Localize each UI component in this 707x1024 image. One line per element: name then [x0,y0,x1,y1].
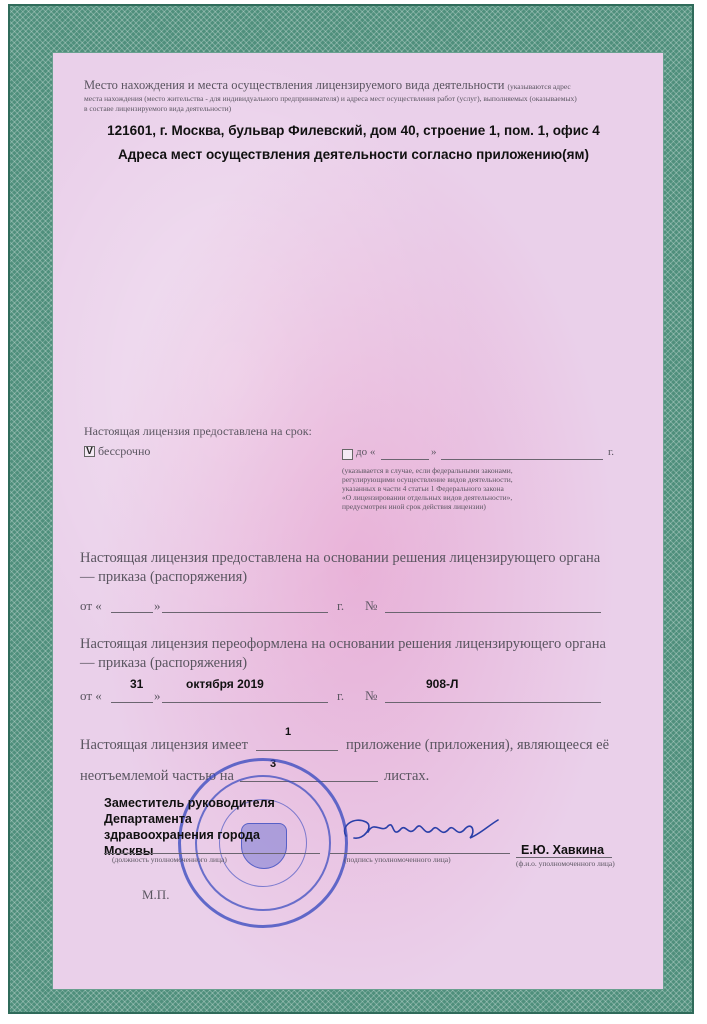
handwritten-signature [338,808,508,852]
appendix-line-2-a: неотъемлемой частью на [80,768,234,784]
until-mid: » [431,446,437,458]
position-caption: (должность уполномоченного лица) [112,855,227,864]
reissue-month-year: октября 2019 [186,677,264,691]
reissue-from-mid: » [154,688,161,703]
term-heading: Настоящая лицензия предоставлена на срок: [84,424,312,438]
basis-day-line [111,612,153,613]
until-date-line [441,459,603,460]
until-checkbox [342,449,353,460]
location-heading-note: (указываются адрес [507,82,571,91]
signer-position-line: Заместитель руководителя [104,796,275,810]
signer-position [104,795,275,859]
appendix-count-line [256,750,338,751]
term-note-line: предусмотрен иной срок действия лицензии) [342,502,486,511]
location-heading-text: Место нахождения и места осуществления лицензируемого вида деятельности [84,78,505,92]
signer-position-line: здравоохранения города [104,828,260,842]
basis-g: г. [337,598,345,613]
basis-from-mid: » [154,598,161,613]
appendix-count: 1 [285,726,292,738]
reissue-number-line [385,702,601,703]
appendix-line-1-b: приложение (приложения), являющееся её [346,737,610,753]
signature-caption: (подпись уполномоченного лица) [344,855,451,864]
term-note-line: регулирующими осуществление видов деятельности, [342,475,513,484]
name-caption: (ф.и.о. уполномоченного лица) [516,859,615,868]
signer-position-line: Департамента [104,812,192,826]
reissue-g: г. [337,688,345,703]
reissue-from-prefix: от « [80,688,102,703]
reissue-num: № [365,688,378,703]
basis-date-line [162,612,328,613]
reissue-number: 908-Л [426,677,459,691]
unlimited-label: бессрочно [98,444,151,458]
address: 121601, г. Москва, бульвар Филевский, дом 40, строение 1, пом. 1, офис 4 [107,123,600,138]
signature-line [330,853,510,854]
term-note-line: «О лицензировании отдельных видов деятельности», [342,493,513,502]
addresses-note: Адреса мест осуществления деятельности согласно приложению(ям) [117,147,590,162]
term-note-line: (указывается в случае, если федеральными законами, [342,466,513,475]
until-day-line [381,459,429,460]
until-suffix: г. [608,446,615,458]
term-note [342,466,542,511]
reissue-day-line [111,702,153,703]
reissue-line-1: Настоящая лицензия переоформлена на основании решения лицензирующего органа [80,636,606,652]
appendix-line-2-b: листах. [384,768,430,784]
basis-number-line [385,612,601,613]
appendix-sheets: 3 [270,758,277,770]
basis-from-prefix: от « [80,598,102,613]
appendix-line-1-a: Настоящая лицензия имеет [80,737,248,753]
location-note-line-3: в составе лицензируемого вида деятельности) [84,104,232,113]
term-note-line: указанных в части 4 статьи 1 Федерального закона [342,484,504,493]
reissue-date-line [162,702,328,703]
until-prefix: до « [356,446,376,458]
reissue-line-2: — приказа (распоряжения) [80,655,248,671]
unlimited-checkbox: V [84,446,95,457]
signer-name: Е.Ю. Хавкина [521,843,605,857]
basis-num: № [365,598,378,613]
basis-line-2: — приказа (распоряжения) [80,569,248,585]
basis-line-1: Настоящая лицензия предоставлена на основании решения лицензирующего органа [80,550,601,566]
reissue-day: 31 [130,677,144,691]
position-line [104,853,320,854]
signer-position-line: Москвы [104,844,154,858]
location-heading [84,78,644,93]
name-line [516,857,612,858]
location-note-line-2: места нахождения (место жительства - для индивидуального предпринимателя) и адреса мест осуществления работ (услуг), выполняемых (оказываемых) [84,94,577,103]
mp-label: М.П. [142,887,170,902]
